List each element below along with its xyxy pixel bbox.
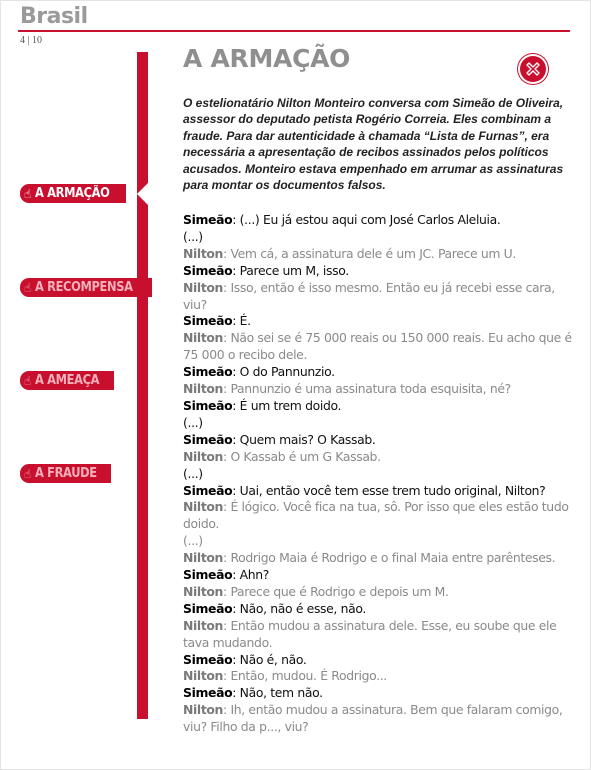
utterance-text: : O Kassab é um G Kassab. xyxy=(223,448,381,464)
utterance-text: : Ih, então mudou a assinatura. Bem que falaram comigo, viu? Filho da p..., viu? xyxy=(183,702,563,735)
speaker-name: Nilton xyxy=(183,279,224,295)
dialogue-line xyxy=(183,550,578,567)
pointing-hand-icon: ☝ xyxy=(24,280,31,295)
utterance-text: : É. xyxy=(232,313,251,329)
tab-a-fraude[interactable] xyxy=(20,464,111,483)
speaker-name: Nilton xyxy=(183,668,224,684)
tab-a-ameaca[interactable] xyxy=(20,371,114,390)
dialogue-line xyxy=(183,398,578,415)
tab-a-armacao[interactable] xyxy=(20,184,126,203)
dialogue-transcript xyxy=(183,212,578,736)
utterance-text: : Isso, então é isso mesmo. Então eu já recebi esse cara, viu? xyxy=(183,279,555,312)
dialogue-line xyxy=(183,263,578,280)
utterance-text: : Então, mudou. É Rodrigo... xyxy=(223,668,387,684)
utterance-text: : É um trem doido. xyxy=(232,397,342,413)
utterance-text: : Parece que é Rodrigo e depois um M. xyxy=(223,583,449,599)
pointing-hand-icon: ☝ xyxy=(24,466,31,481)
utterance-text: : Vem cá, a assinatura dele é um JC. Parece um U. xyxy=(223,245,516,261)
dialogue-line xyxy=(183,668,578,685)
close-icon xyxy=(524,60,542,78)
utterance-text: (...) xyxy=(183,533,203,549)
utterance-text: : Rodrigo Maia é Rodrigo e o final Maia entre parênteses. xyxy=(223,550,556,566)
speaker-name: Simeão xyxy=(183,262,233,278)
article-lead xyxy=(183,95,575,193)
utterance-text: : O do Pannunzio. xyxy=(232,364,335,380)
dialogue-line xyxy=(183,483,578,500)
dialogue-line xyxy=(183,652,578,669)
utterance-text: : Não, tem não. xyxy=(232,685,323,701)
utterance-text: : Ahn? xyxy=(232,567,270,583)
tab-a-recompensa[interactable] xyxy=(20,278,152,297)
utterance-text: : Não, não é esse, não. xyxy=(232,600,366,616)
utterance-text: : Pannunzio é uma assinatura toda esquisita, né? xyxy=(223,381,511,397)
tab-label: A AMEAÇA xyxy=(34,373,100,388)
dialogue-line xyxy=(183,533,578,550)
lead-text: O estelionatário Nilton Monteiro conversa com Simeão de Oliveira, assessor do deputado petista Rogério Correia. Eles combinam a fraude. Para dar autenticidade à chamada “Lista de Furnas”, era necessária a apresentação de recibos assinados pelos políticos acusados. Monteiro estava empenhado em arrumar as assinaturas para montar os documentos falsos. xyxy=(183,96,564,193)
speaker-name: Simeão xyxy=(183,600,233,616)
utterance-text: : Não é, não. xyxy=(232,651,307,667)
speaker-name: Nilton xyxy=(183,448,224,464)
dialogue-line xyxy=(183,381,578,398)
speaker-name: Simeão xyxy=(183,651,233,667)
speaker-name: Nilton xyxy=(183,381,224,397)
speaker-name: Nilton xyxy=(183,617,224,633)
speaker-name: Simeão xyxy=(183,397,233,413)
speaker-name: Simeão xyxy=(183,482,233,498)
dialogue-line xyxy=(183,618,578,652)
utterance-text: (...) xyxy=(183,228,203,244)
utterance-text: : Uai, então você tem esse trem tudo original, Nilton? xyxy=(232,482,546,498)
utterance-text: : Parece um M, isso. xyxy=(232,262,349,278)
speaker-name: Simeão xyxy=(183,364,233,380)
dialogue-line xyxy=(183,466,578,483)
speaker-name: Simeão xyxy=(183,431,233,447)
dialogue-line xyxy=(183,584,578,601)
header-rule xyxy=(18,30,570,32)
dialogue-line xyxy=(183,280,578,314)
article-title: A ARMAÇÃO xyxy=(183,44,351,73)
dialogue-line xyxy=(183,702,578,736)
utterance-text: : (...) Eu já estou aqui com José Carlos Aleluia. xyxy=(232,212,501,227)
speaker-name: Nilton xyxy=(183,499,224,515)
dialogue-line xyxy=(183,499,578,533)
utterance-text: : Quem mais? O Kassab. xyxy=(232,431,376,447)
utterance-text: (...) xyxy=(183,414,203,430)
timeline-spine xyxy=(137,52,148,719)
speaker-name: Simeão xyxy=(183,567,233,583)
dialogue-line xyxy=(183,229,578,246)
speaker-name: Nilton xyxy=(183,583,224,599)
utterance-text: : É lógico. Você fica na tua, sô. Por isso que eles estão tudo doido. xyxy=(183,499,569,532)
dialogue-line xyxy=(183,246,578,263)
dialogue-line xyxy=(183,364,578,381)
speaker-name: Simeão xyxy=(183,212,233,227)
dialogue-line xyxy=(183,601,578,618)
tab-label: A FRAUDE xyxy=(34,466,97,481)
tab-label: A RECOMPENSA xyxy=(34,280,133,295)
speaker-name: Nilton xyxy=(183,330,224,346)
dialogue-line xyxy=(183,415,578,432)
speaker-name: Nilton xyxy=(183,550,224,566)
pointing-hand-icon: ☝ xyxy=(24,186,31,201)
spine-notch xyxy=(137,183,148,205)
dialogue-line xyxy=(183,330,578,364)
dialogue-line xyxy=(183,449,578,466)
speaker-name: Nilton xyxy=(183,245,224,261)
speaker-name: Simeão xyxy=(183,313,233,329)
dialogue-line xyxy=(183,313,578,330)
utterance-text: (...) xyxy=(183,465,203,481)
utterance-text: : Então mudou a assinatura dele. Esse, eu soube que ele tava mudando. xyxy=(183,617,557,650)
dialogue-line xyxy=(183,432,578,449)
dialogue-line xyxy=(183,685,578,702)
dialogue-line xyxy=(183,567,578,584)
speaker-name: Simeão xyxy=(183,685,233,701)
page-number: 4 | 10 xyxy=(20,35,43,46)
pointing-hand-icon: ☝ xyxy=(24,373,31,388)
dialogue-line xyxy=(183,212,578,229)
speaker-name: Nilton xyxy=(183,702,224,718)
utterance-text: : Não sei se é 75 000 reais ou 150 000 reais. Eu acho que é 75 000 o recibo dele. xyxy=(183,330,572,363)
tab-label: A ARMAÇÃO xyxy=(34,186,110,201)
section-name: Brasil xyxy=(20,4,88,29)
close-button[interactable] xyxy=(518,54,548,84)
